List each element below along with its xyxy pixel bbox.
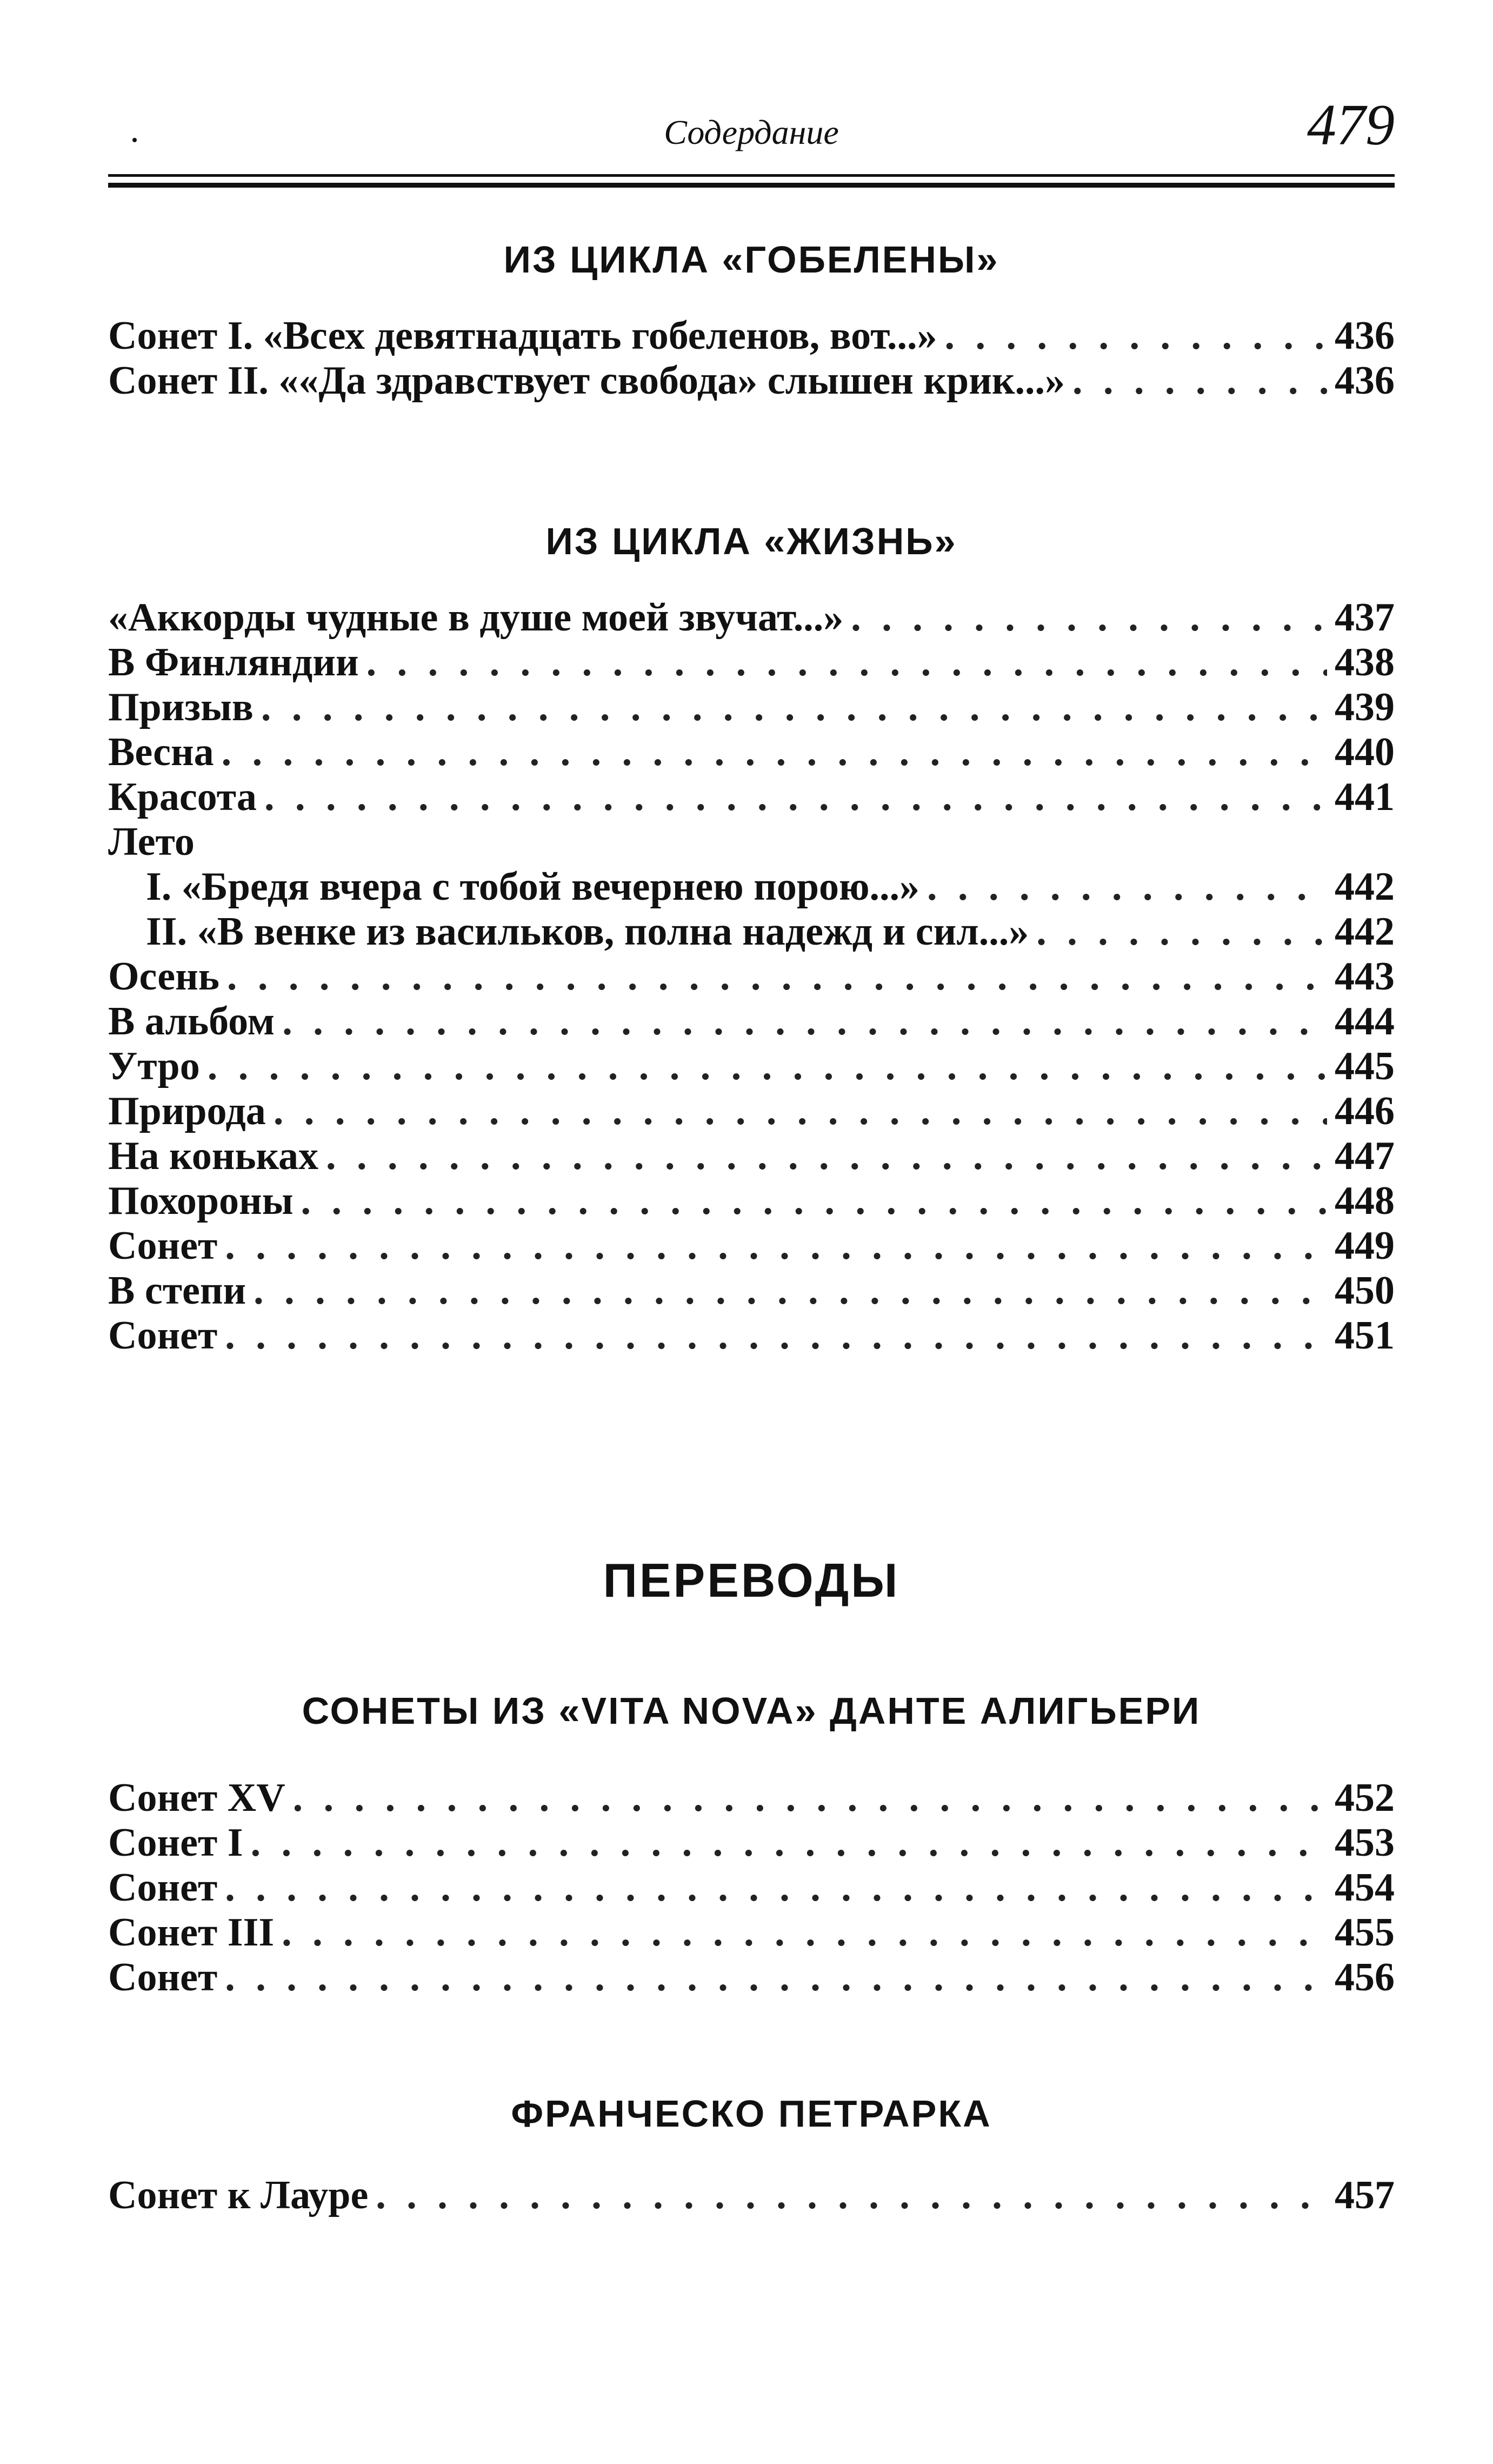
entry-title: Весна	[108, 730, 214, 774]
page-header	[108, 92, 1395, 162]
entry-title: На коньках	[108, 1134, 319, 1178]
entry-title: Сонет II. ««Да здравствует свобода» слышен крик...»	[108, 358, 1065, 403]
toc-entry	[108, 1910, 1395, 1955]
dot-leader	[326, 1134, 1327, 1179]
toc-entry	[108, 1179, 1395, 1224]
toc-entry	[108, 1865, 1395, 1910]
dot-leader	[282, 999, 1327, 1044]
entry-title: «Аккорды чудные в душе моей звучат...»	[108, 595, 844, 640]
entry-title: Сонет к Лауре	[108, 2173, 369, 2217]
toc-entry	[108, 1044, 1395, 1089]
entry-page: 453	[1335, 1821, 1395, 1865]
toc-entry	[108, 1776, 1395, 1821]
dot-leader	[1072, 358, 1327, 403]
toc-entry	[108, 1268, 1395, 1313]
dot-leader	[301, 1179, 1327, 1224]
entry-title: Призыв	[108, 685, 254, 729]
toc-entry	[108, 730, 1395, 775]
toc-list-vita-nova	[108, 1776, 1395, 2000]
entry-page: 440	[1335, 730, 1395, 774]
dot-leader	[274, 1089, 1327, 1134]
entry-page: 442	[1335, 909, 1395, 954]
toc-entry	[108, 1821, 1395, 1865]
dot-leader	[366, 640, 1327, 685]
dot-leader	[251, 1821, 1327, 1865]
toc-entry	[108, 1313, 1395, 1358]
entry-page: 451	[1335, 1313, 1395, 1358]
entry-page: 445	[1335, 1044, 1395, 1088]
entry-title: Похороны	[108, 1179, 294, 1223]
dot-leader	[293, 1776, 1327, 1821]
entry-page: 443	[1335, 954, 1395, 999]
entry-title: Осень	[108, 954, 219, 999]
running-title: Содердание	[664, 113, 839, 151]
header-rule-thin	[108, 174, 1395, 177]
entry-title: Сонет III	[108, 1910, 275, 1955]
entry-page: 452	[1335, 1776, 1395, 1820]
dot-leader	[282, 1910, 1327, 1955]
entry-title: Сонет XV	[108, 1776, 285, 1820]
page-number: 479	[1307, 93, 1395, 157]
entry-title: Сонет I	[108, 1821, 243, 1865]
toc-entry	[108, 1134, 1395, 1179]
section-heading-vita-nova: СОНЕТЫ ИЗ «VITA NOVA» ДАНТЕ АЛИГЬЕРИ	[302, 1690, 1201, 1732]
toc-list-zhizn	[108, 595, 1395, 1358]
dot-leader	[227, 954, 1327, 999]
part-heading-perevody: ПЕРЕВОДЫ	[603, 1553, 900, 1607]
entry-title: Сонет	[108, 1865, 218, 1910]
dot-leader	[254, 1268, 1327, 1313]
entry-title: В альбом	[108, 999, 275, 1044]
entry-page: 438	[1335, 640, 1395, 685]
entry-page: 437	[1335, 595, 1395, 640]
entry-title: I. «Бредя вчера с тобой вечернею порою...»	[146, 865, 920, 909]
toc-entry	[108, 685, 1395, 730]
entry-title: Красота	[108, 775, 257, 819]
toc-entry	[108, 2173, 1395, 2218]
entry-title: В Финляндии	[108, 640, 359, 685]
dot-leader	[376, 2173, 1327, 2218]
entry-page: 442	[1335, 865, 1395, 909]
entry-title: Природа	[108, 1089, 266, 1133]
toc-group-title: Лето	[108, 820, 195, 864]
entry-title: Сонет	[108, 1313, 218, 1358]
dot-leader	[927, 865, 1327, 909]
toc-entry	[108, 640, 1395, 685]
dot-leader	[944, 314, 1327, 358]
entry-page: 449	[1335, 1224, 1395, 1268]
toc-entry	[108, 1955, 1395, 2000]
table-of-contents	[108, 222, 1395, 2218]
entry-title: II. «В венке из васильков, полна надежд и сил...»	[146, 909, 1029, 954]
entry-page: 436	[1335, 314, 1395, 358]
toc-entry	[108, 909, 1395, 954]
entry-title: Сонет	[108, 1955, 218, 2000]
dot-leader	[208, 1044, 1327, 1089]
entry-page: 446	[1335, 1089, 1395, 1133]
toc-entry	[108, 999, 1395, 1044]
dot-leader	[264, 775, 1327, 820]
entry-page: 448	[1335, 1179, 1395, 1223]
section-heading-petrarca: ФРАНЧЕСКО ПЕТРАРКА	[511, 2093, 992, 2135]
toc-entry	[108, 358, 1395, 403]
section-heading-gobeleny: ИЗ ЦИКЛА «ГОБЕЛЕНЫ»	[503, 238, 999, 281]
toc-list-gobeleny	[108, 314, 1395, 403]
toc-list-petrarca	[108, 2173, 1395, 2218]
entry-title: Сонет	[108, 1224, 218, 1268]
entry-title: В степи	[108, 1268, 246, 1313]
toc-entry	[108, 1224, 1395, 1268]
entry-page: 436	[1335, 358, 1395, 403]
toc-entry	[108, 595, 1395, 640]
toc-entry	[108, 314, 1395, 358]
dot-leader	[222, 730, 1327, 775]
entry-page: 455	[1335, 1910, 1395, 1955]
entry-page: 441	[1335, 775, 1395, 819]
toc-entry	[108, 954, 1395, 999]
toc-entry	[108, 865, 1395, 909]
section-heading-zhizn: ИЗ ЦИКЛА «ЖИЗНЬ»	[545, 520, 957, 562]
dot-leader	[225, 1955, 1327, 2000]
entry-page: 444	[1335, 999, 1395, 1044]
toc-entry	[108, 775, 1395, 820]
entry-page: 450	[1335, 1268, 1395, 1313]
dot-leader	[225, 1313, 1327, 1358]
entry-page: 439	[1335, 685, 1395, 729]
entry-title: Утро	[108, 1044, 200, 1088]
header-rule-thick	[108, 183, 1395, 188]
toc-entry	[108, 1089, 1395, 1134]
entry-page: 447	[1335, 1134, 1395, 1178]
dot-leader	[851, 595, 1327, 640]
dot-leader	[261, 685, 1327, 730]
dot-leader	[225, 1224, 1327, 1268]
dot-leader	[225, 1865, 1327, 1910]
entry-page: 456	[1335, 1955, 1395, 2000]
entry-title: Сонет I. «Всех девятнадцать гобеленов, вот...»	[108, 314, 937, 358]
entry-page: 457	[1335, 2173, 1395, 2217]
entry-page: 454	[1335, 1865, 1395, 1910]
dot-leader	[1036, 909, 1327, 954]
